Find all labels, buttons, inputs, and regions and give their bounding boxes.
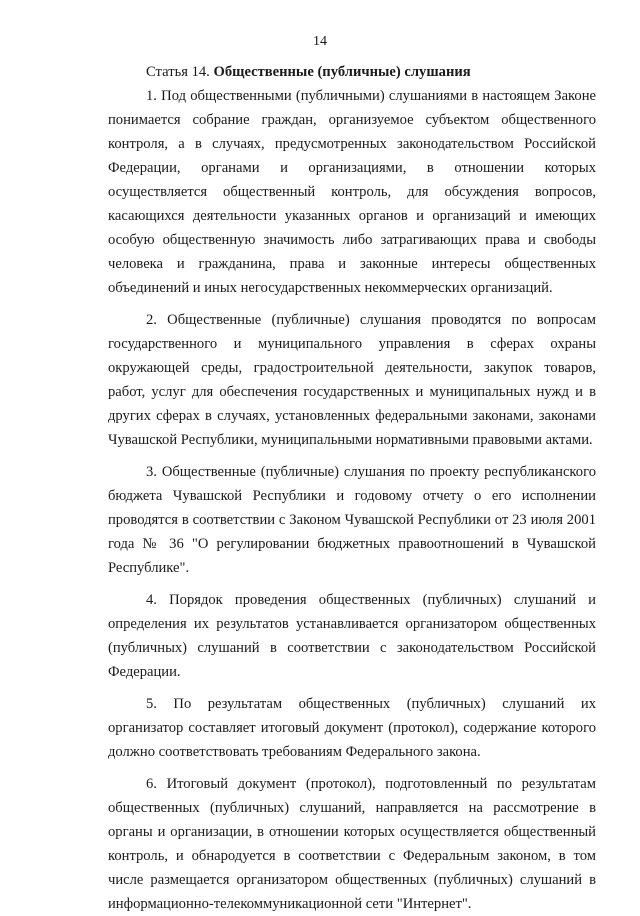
paragraph-4: 4. Порядок проведения общественных (публичных) слушаний и определения их результатов устанавливается организатором общественных (публичных) слушаний в соответствии с законодательством Российской Федерации. [108,592,596,680]
paragraph-5: 5. По результатам общественных (публичных) слушаний их организатор составляет итоговый документ (протокол), содержание которого должно соответствовать требованиям Федерального закона. [108,696,596,760]
page-number: 14 [313,34,327,49]
article-heading [108,60,596,84]
paragraph-3: 3. Общественные (публичные) слушания по проекту республиканского бюджета Чувашской Республики и годовому отчету о его исполнении проводятся в соответствии с Законом Чувашской Республики от 23 июля 2001 года № 36 "О регулировании бюджетных правоотношений в Чувашской Республике". [108,464,596,576]
paragraph-6: 6. Итоговый документ (протокол), подготовленный по результатам общественных (публичных) слушаний, направляется на рассмотрение в органы и организации, в отношении которых осуществляется общественный контроль, и обнародуется в соответствии с Федеральным законом, в том числе размещается организатором общественных (публичных) слушаний в информационно-телекоммуникационной сети "Интернет". [108,776,596,912]
article-title: Общественные (публичные) слушания [213,64,471,80]
document-body [108,60,596,916]
paragraph-2: 2. Общественные (публичные) слушания проводятся по вопросам государственного и муниципального управления в сферах охраны окружающей среды, градостроительной деятельности, закупок товаров, работ, услуг для обеспечения государственных и муниципальных нужд и в других сферах в случаях, установленных федеральными законами, законами Чувашской Республики, муниципальными нормативными правовыми актами. [108,312,596,448]
article-prefix: Статья 14. [146,64,214,80]
paragraph-1: 1. Под общественными (публичными) слушаниями в настоящем Законе понимается собрание граждан, организуемое субъектом общественного контроля, а в случаях, предусмотренных законодательством Российской Федерации, органами и организациями, в отношении которых осуществляется общественный контроль, для обсуждения вопросов, касающихся деятельности указанных органов и организаций и имеющих особую общественную значимость либо затрагивающих права и свободы человека и гражданина, права и законные интересы общественных объединений и иных негосударственных некоммерческих организаций. [108,88,596,296]
